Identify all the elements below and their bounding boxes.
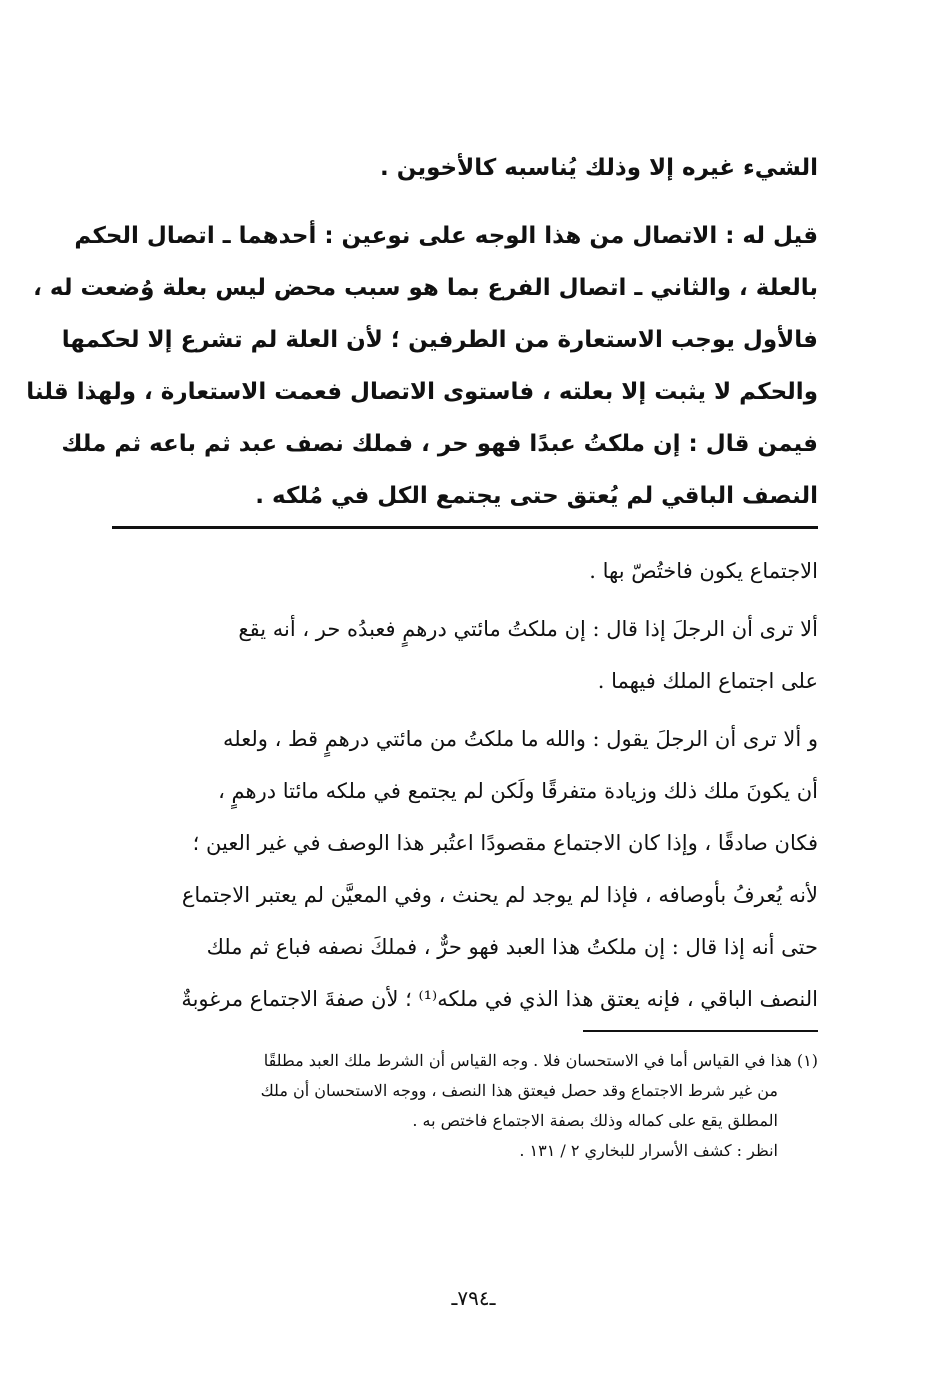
commentary-line-3: على اجتماع الملك فيهما . — [597, 669, 818, 693]
section-divider — [112, 526, 818, 529]
footnote-line-1: (١) هذا في القياس أما في الاستحسان فلا . وجه القياس أن الشرط ملك العبد مطلقًا — [263, 1051, 818, 1070]
footnote-line-3: المطلق يقع على كماله وذلك بصفة الاجتماع فاختص به . — [412, 1111, 778, 1130]
main-text — [26, 142, 818, 522]
commentary-line-8: حتى أنه إذا قال : إن ملكتُ هذا العبد فهو حرٌّ ، فملكَ نصفه فباع ثم ملك — [206, 935, 818, 959]
main-text-line-4: فالأول يوجب الاستعارة من الطرفين ؛ لأن العلة لم تشرع إلا لحكمها — [61, 327, 818, 353]
main-text-line-5: والحكم لا يثبت إلا بعلته ، فاستوى الاتصال فعمت الاستعارة ، ولهذا قلنا — [26, 379, 818, 405]
page-number: ـ٧٩٤ـ — [451, 1286, 496, 1310]
commentary-line-1: الاجتماع يكون فاختُصّ بها . — [589, 559, 818, 583]
footnote-line-4: انظر : كشف الأسرار للبخاري ٢ / ١٣١ . — [519, 1141, 778, 1160]
footnote-line-2: من غير شرط الاجتماع وقد حصل فيعتق هذا النصف ، ووجه الاستحسان أن ملك — [260, 1081, 778, 1100]
commentary-text — [112, 545, 818, 1025]
commentary-line-7: لأنه يُعرفُ بأوصافه ، فإذا لم يوجد لم يحنث ، وفي المعيَّن لم يعتبر الاجتماع — [181, 883, 818, 907]
footnote-divider — [583, 1030, 818, 1032]
commentary-line-5: أن يكونَ ملك ذلك وزيادة متفرقًا ولَكن لم يجتمع في ملكه مائتا درهمٍ ، — [218, 779, 818, 803]
main-text-line-7: النصف الباقي لم يُعتق حتى يجتمع الكل في مُلكه . — [255, 483, 818, 509]
commentary-line-6: فكان صادقًا ، وإذا كان الاجتماع مقصودًا اعتُبر هذا الوصف في غير العين ؛ — [192, 831, 818, 855]
main-text-line-1: الشيء غيره إلا وذلك يُناسبه كالأخوين . — [380, 155, 818, 181]
commentary-line-4: و ألا ترى أن الرجلَ يقول : والله ما ملكتُ من مائتي درهمٍ قط ، ولعله — [223, 727, 818, 751]
main-text-line-2: قيل له : الاتصال من هذا الوجه على نوعين : أحدهما ـ اتصال الحكم — [74, 223, 818, 249]
footnote — [112, 1046, 818, 1166]
commentary-line-2: ألا ترى أن الرجلَ إذا قال : إن ملكتُ مائتي درهمٍ فعبدُه حر ، أنه يقع — [238, 617, 818, 641]
commentary-line-9: النصف الباقي ، فإنه يعتق هذا الذي في ملكه⁽¹⁾ ؛ لأن صفةَ الاجتماع مرغوبةٌ — [181, 987, 818, 1011]
main-text-line-3: بالعلة ، والثاني ـ اتصال الفرع بما هو سبب محض ليس بعلة وُضعت له ، — [33, 275, 818, 301]
main-text-line-6: فيمن قال : إن ملكتُ عبدًا فهو حر ، فملك نصف عبد ثم باعه ثم ملك — [61, 431, 818, 457]
